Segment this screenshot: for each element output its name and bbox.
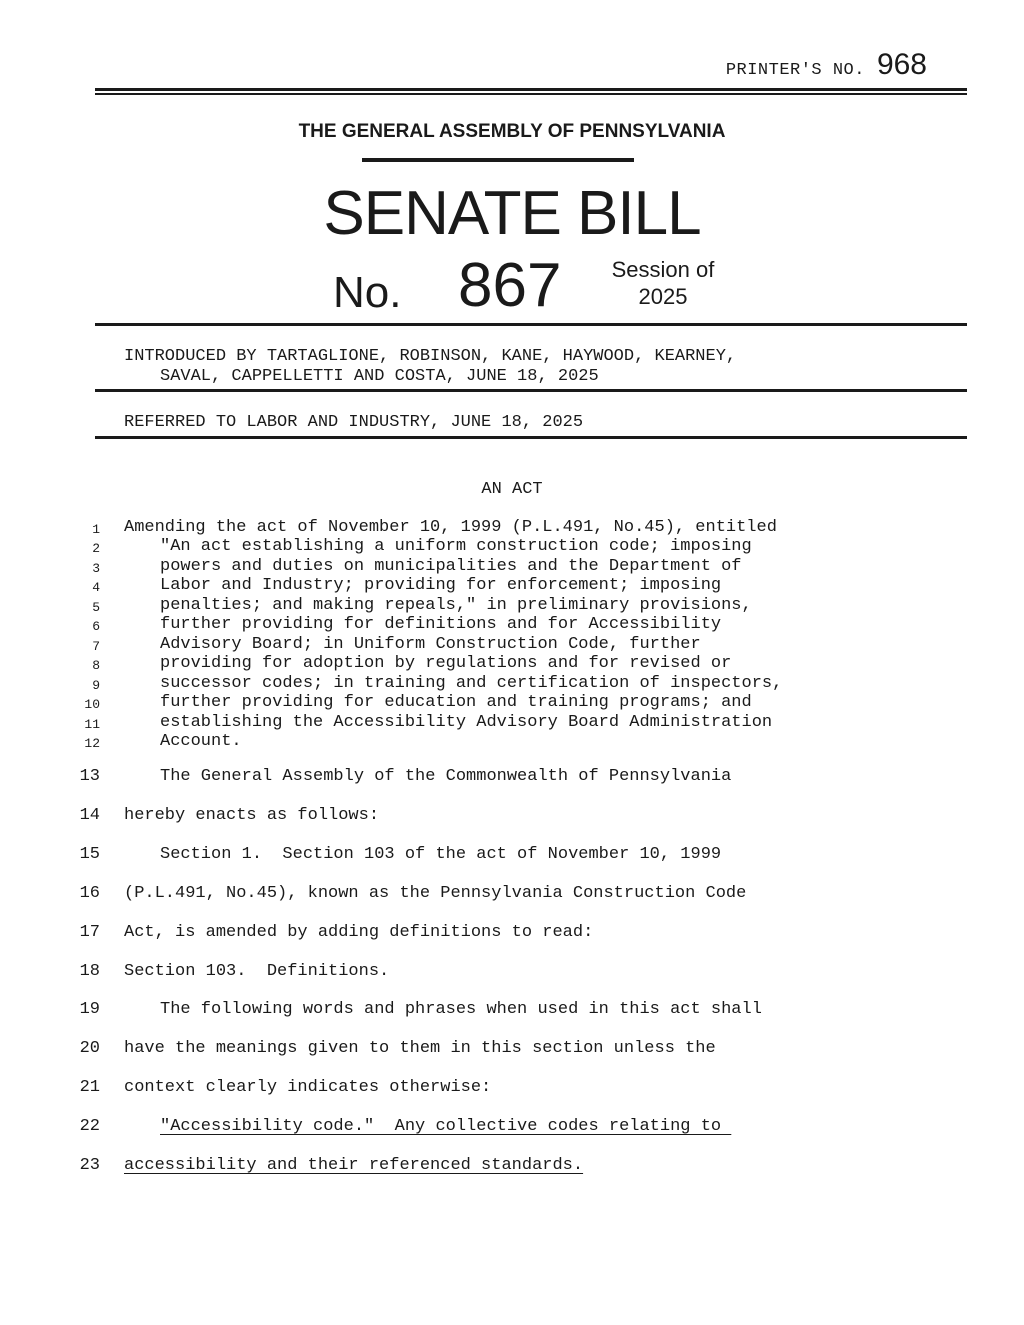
printers-number-value: 968 [876, 48, 927, 81]
line-text: "Accessibility code." Any collective codes relating to [160, 1117, 732, 1136]
line-number: 14 [79, 806, 100, 825]
header-double-rule [95, 88, 967, 95]
line-number: 15 [79, 845, 100, 864]
line-number: 22 [79, 1117, 100, 1136]
introduced-line: SAVAL, CAPPELLETTI AND COSTA, JUNE 18, 2025 [160, 367, 599, 386]
referred-rule [95, 436, 967, 439]
line-text: accessibility and their referenced standards. [124, 1156, 584, 1175]
line-text: penalties; and making repeals," in preliminary provisions, [160, 596, 752, 615]
line-number: 12 [84, 736, 100, 751]
line-text: providing for adoption by regulations and for revised or [160, 654, 732, 673]
introduced-rule [95, 389, 967, 392]
line-number: 23 [79, 1156, 100, 1175]
line-text: The following words and phrases when used in this act shall [160, 1000, 762, 1019]
line-number: 2 [92, 541, 100, 556]
line-text: "An act establishing a uniform construction code; imposing [160, 537, 752, 556]
bill-number-label: No. [333, 268, 402, 317]
line-text: have the meanings given to them in this section unless the [124, 1039, 716, 1058]
line-text: hereby enacts as follows: [124, 806, 380, 825]
bill-type-title: SENATE BILL [323, 179, 701, 248]
line-number: 4 [92, 580, 100, 595]
bill-number: 867 [458, 251, 562, 320]
line-text: context clearly indicates otherwise: [124, 1078, 492, 1097]
line-text: Amending the act of November 10, 1999 (P.L.491, No.45), entitled [124, 518, 777, 537]
line-text: (P.L.491, No.45), known as the Pennsylvania Construction Code [124, 884, 747, 903]
session-info [607, 256, 719, 310]
line-number: 3 [92, 561, 100, 576]
assembly-rule [362, 158, 634, 162]
title-rule [95, 323, 967, 326]
line-text: The General Assembly of the Commonwealth of Pennsylvania [160, 767, 732, 786]
line-text: Account. [160, 732, 242, 751]
line-number: 10 [84, 697, 100, 712]
line-number: 21 [79, 1078, 100, 1097]
introduced-by [124, 347, 736, 387]
line-number: 18 [79, 962, 100, 981]
line-text: Section 1. Section 103 of the act of November 10, 1999 [160, 845, 722, 864]
line-number: 9 [92, 678, 100, 693]
line-text: Labor and Industry; providing for enforcement; imposing [160, 576, 722, 595]
line-number: 5 [92, 600, 100, 615]
assembly-name: THE GENERAL ASSEMBLY OF PENNSYLVANIA [298, 121, 726, 142]
line-text: Section 103. Definitions. [124, 962, 390, 981]
line-number: 6 [92, 619, 100, 634]
act-heading: AN ACT [481, 480, 543, 499]
line-text: successor codes; in training and certification of inspectors, [160, 674, 783, 693]
line-text: further providing for education and training programs; and [160, 693, 752, 712]
line-number: 11 [84, 717, 100, 732]
session-year: 2025 [638, 284, 688, 309]
line-number: 13 [79, 767, 100, 786]
line-number: 16 [79, 884, 100, 903]
printers-number-label: PRINTER'S NO. [725, 61, 865, 80]
printers-number [726, 48, 927, 82]
introduced-line: INTRODUCED BY TARTAGLIONE, ROBINSON, KANE, HAYWOOD, KEARNEY, [124, 347, 737, 366]
line-text: establishing the Accessibility Advisory Board Administration [160, 713, 773, 732]
line-number: 19 [79, 1000, 100, 1019]
line-number: 7 [92, 639, 100, 654]
referred-to: REFERRED TO LABOR AND INDUSTRY, JUNE 18, 2025 [124, 413, 584, 432]
line-number: 8 [92, 658, 100, 673]
line-text: Advisory Board; in Uniform Construction Code, further [160, 635, 701, 654]
line-text: Act, is amended by adding definitions to read: [124, 923, 594, 942]
session-label: Session of [611, 257, 715, 282]
line-number: 20 [79, 1039, 100, 1058]
line-text: further providing for definitions and for Accessibility [160, 615, 722, 634]
line-number: 1 [92, 522, 100, 537]
line-text: powers and duties on municipalities and the Department of [160, 557, 742, 576]
line-number: 17 [79, 923, 100, 942]
